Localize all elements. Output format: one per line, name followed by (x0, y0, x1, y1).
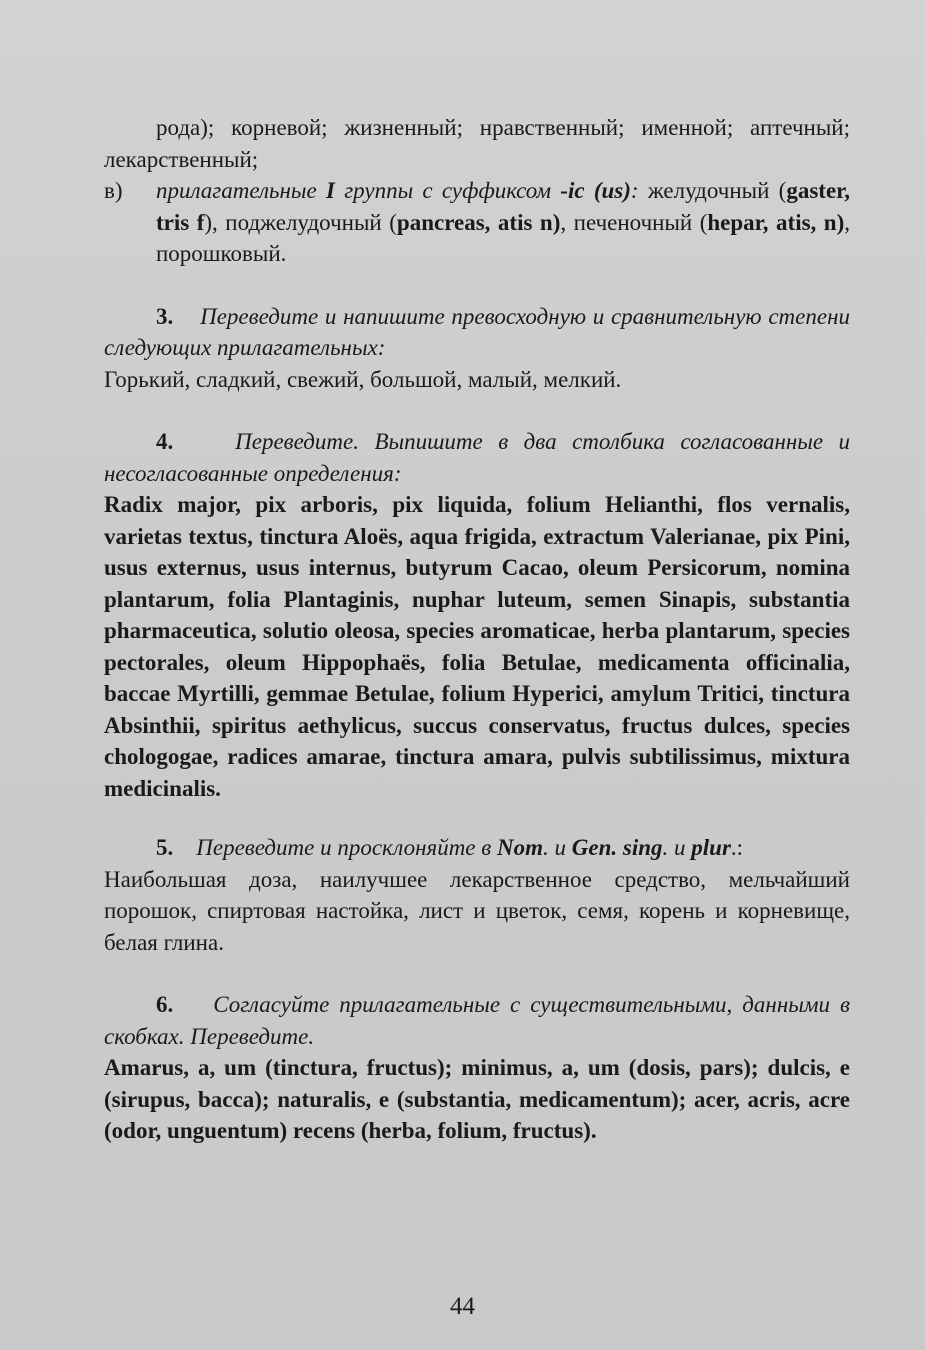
task-6-number: 6. (156, 992, 174, 1017)
case-gen: Gen (571, 835, 612, 860)
task-4-instruction: Переведите. Выпишите в два столбика согласованные и несогласованные определения: (104, 429, 851, 486)
task-6-heading (104, 989, 850, 1052)
item-c-italic-2: группы с суффиксом (344, 178, 552, 203)
item-c-label: в) (104, 178, 123, 203)
task-4-number: 4. (156, 429, 174, 454)
task-3-heading (104, 301, 850, 364)
word-stomach: желудочный ( (647, 178, 787, 203)
task-5-heading (104, 832, 850, 864)
item-c-text (156, 175, 850, 270)
task-6-text: Amarus, a, um (tinctura, fructus); minimus, a, um (dosis, pars); dulcis, e (sirupus, bacca); naturalis, e (substantia, medicamentum); acer, acris, acre (odor, unguentum) recens (herba, folium, fructus). (104, 1055, 850, 1143)
item-2-tail: рода); корневой; жизненный; нравственный; именной; аптечный; лекарственный; (104, 115, 850, 172)
task-4-text: Radix major, pix arboris, pix liquida, folium Helianthi, flos vernalis, varietas textus, tinctura Aloës, aqua frigida, extractum Valerianae, pix Pini, usus externus, usus internus, butyrum Cacao, oleum Persicorum, nomina plantarum, folia Plantaginis, nuphar luteum, semen Sinapis, substantia pharmaceutica, solutio oleosa, species aromaticae, herba plantarum, species pectorales, oleum Hippophaës, folia Betulae, medicamenta officinalia, baccae Myrtilli, gemmae Betulae, folium Hyperici, amylum Tritici, tinctura Absinthii, spiritus aethylicus, succus conservatus, fructus dulces, species chologogae, radices amarae, tinctura amara, pulvis subtilissimus, mixtura medicinalis. (104, 492, 850, 801)
task-5-text: Наибольшая доза, наилучшее лекарственное средство, мельчайший порошок, спиртовая настойка, лист и цветок, семя, корень и корневище, белая глина. (104, 866, 850, 955)
item-c (104, 175, 850, 270)
task-5-end: .: (730, 835, 744, 860)
task-3-text: Горький, сладкий, свежий, большой, малый, мелкий. (104, 366, 622, 392)
page-content (104, 112, 850, 1147)
colon: : (630, 178, 639, 203)
word-hepatic: , печеночный ( (560, 209, 708, 235)
word-powder: , порошковый. (156, 209, 851, 266)
task-6-instruction: Согласуйте прилагательные с существительными, данными в скобках. (104, 992, 850, 1049)
word-pancreatic: ), поджелудочный ( (204, 209, 397, 235)
suffix: -ic (us) (560, 178, 631, 203)
item-c-italic: прилагательные (156, 178, 317, 203)
latin-gaster: gaster, tris f (156, 178, 850, 235)
number-sing: . sing (611, 835, 663, 860)
task-4-heading (104, 426, 850, 489)
task-3-number: 3. (156, 303, 174, 329)
task-5-number: 5. (156, 835, 174, 860)
and-2: . и (662, 835, 686, 860)
and-1: . и (543, 835, 566, 860)
number-plur: plur (691, 835, 731, 860)
latin-hepar: hepar, atis, n) (707, 209, 845, 235)
latin-pancreas: pancreas, atis n) (396, 209, 561, 235)
group-number: I (325, 178, 335, 203)
task-5-instruction: Переведите и просклоняйте в (196, 835, 492, 860)
case-nom: Nom (497, 835, 543, 860)
page-number: 44 (450, 1293, 475, 1320)
task-6-instruction-2: Переведите. (190, 1023, 315, 1049)
task-3-instruction: Переведите и напишите превосходную и сравнительную степени следующих прилагательных: (104, 303, 850, 360)
